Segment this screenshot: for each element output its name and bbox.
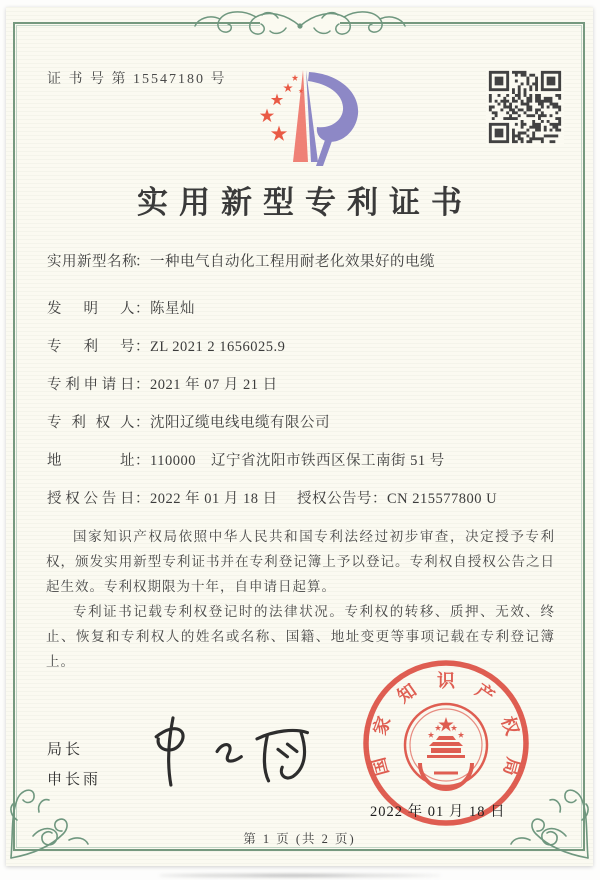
field-value: 陈星灿 (150, 301, 195, 317)
field-value: 一种电气自动化工程用耐老化效果好的电缆 (150, 254, 435, 270)
field-colon: ： (372, 491, 387, 507)
officer-name: 申长雨 (47, 771, 102, 788)
field-label: 专利号 (47, 339, 135, 355)
field-label: 专利申请日 (47, 377, 135, 393)
logo-p-bowl (308, 72, 358, 142)
field-label: 发明人 (47, 301, 135, 317)
field-address (47, 449, 563, 470)
svg-text:知: 知 (393, 679, 421, 707)
field-utility-model-name (47, 250, 563, 271)
field-colon: ： (135, 254, 150, 270)
field-label: 地址 (47, 453, 135, 469)
field-inventor (47, 297, 563, 318)
svg-text:权: 权 (497, 713, 523, 738)
field-value: CN 215577800 U (387, 491, 498, 507)
field-label: 授权公告号 (297, 491, 372, 507)
logo-red-wedge (293, 70, 308, 162)
svg-text:国: 国 (368, 755, 393, 778)
cnipa-logo (246, 62, 366, 172)
field-colon: ： (135, 377, 150, 393)
certificate-page (6, 7, 593, 866)
field-colon: ： (135, 415, 150, 431)
certificate-number: 证 书 号 第 15547180 号 (47, 72, 227, 87)
svg-text:局: 局 (499, 755, 524, 778)
field-colon: ： (135, 453, 150, 469)
field-value: 沈阳辽缆电线电缆有限公司 (150, 415, 330, 431)
field-label: 实用新型名称 (47, 254, 137, 270)
field-grant-row (47, 487, 563, 508)
top-flourish-ornament (190, 4, 410, 44)
qr-code (486, 68, 564, 146)
field-value: 110000 辽宁省沈阳市铁西区保工南街 51 号 (150, 453, 445, 469)
field-colon: ： (135, 339, 150, 355)
legal-text (46, 524, 555, 674)
field-label: 专利权人 (47, 415, 135, 431)
seal-date: 2022 年 01 月 18 日 (370, 804, 506, 820)
legal-paragraph-2: 专利证书记载专利权登记时的法律状况。专利权的转移、质押、无效、终止、恢复和专利权人的姓名或名称、国籍、地址变更等事项记载在专利登记簿上。 (46, 604, 555, 669)
field-patentee (47, 411, 563, 432)
legal-paragraph-1: 国家知识产权局依照中华人民共和国专利法经过初步审查，决定授予专利权，颁发实用新型专利证书并在专利登记簿上予以登记。专利权自授权公告之日起生效。专利权期限为十年，自申请日起算。 (46, 529, 555, 594)
certificate-title: 实用新型专利证书 (137, 185, 473, 220)
field-colon: ： (135, 491, 150, 507)
next-page-edge (160, 872, 440, 879)
officer-block (47, 735, 101, 795)
field-label: 授权公告日 (47, 491, 135, 507)
officer-signature (131, 707, 341, 797)
field-value: ZL 2021 2 1656025.9 (150, 339, 286, 355)
field-patent-number (47, 335, 563, 356)
svg-text:家: 家 (369, 713, 395, 738)
field-filing-date (47, 373, 563, 394)
svg-text:识: 识 (437, 671, 455, 691)
field-grant-publication-number (297, 487, 497, 508)
field-value: 2021 年 07 月 21 日 (150, 377, 278, 393)
seal-national-emblem (405, 704, 487, 789)
field-colon: ： (135, 301, 150, 317)
officer-title: 局长 (47, 741, 84, 758)
field-value: 2022 年 01 月 18 日 (150, 491, 278, 507)
svg-text:产: 产 (471, 679, 499, 707)
page-number: 第 1 页 (共 2 页) (243, 832, 356, 846)
